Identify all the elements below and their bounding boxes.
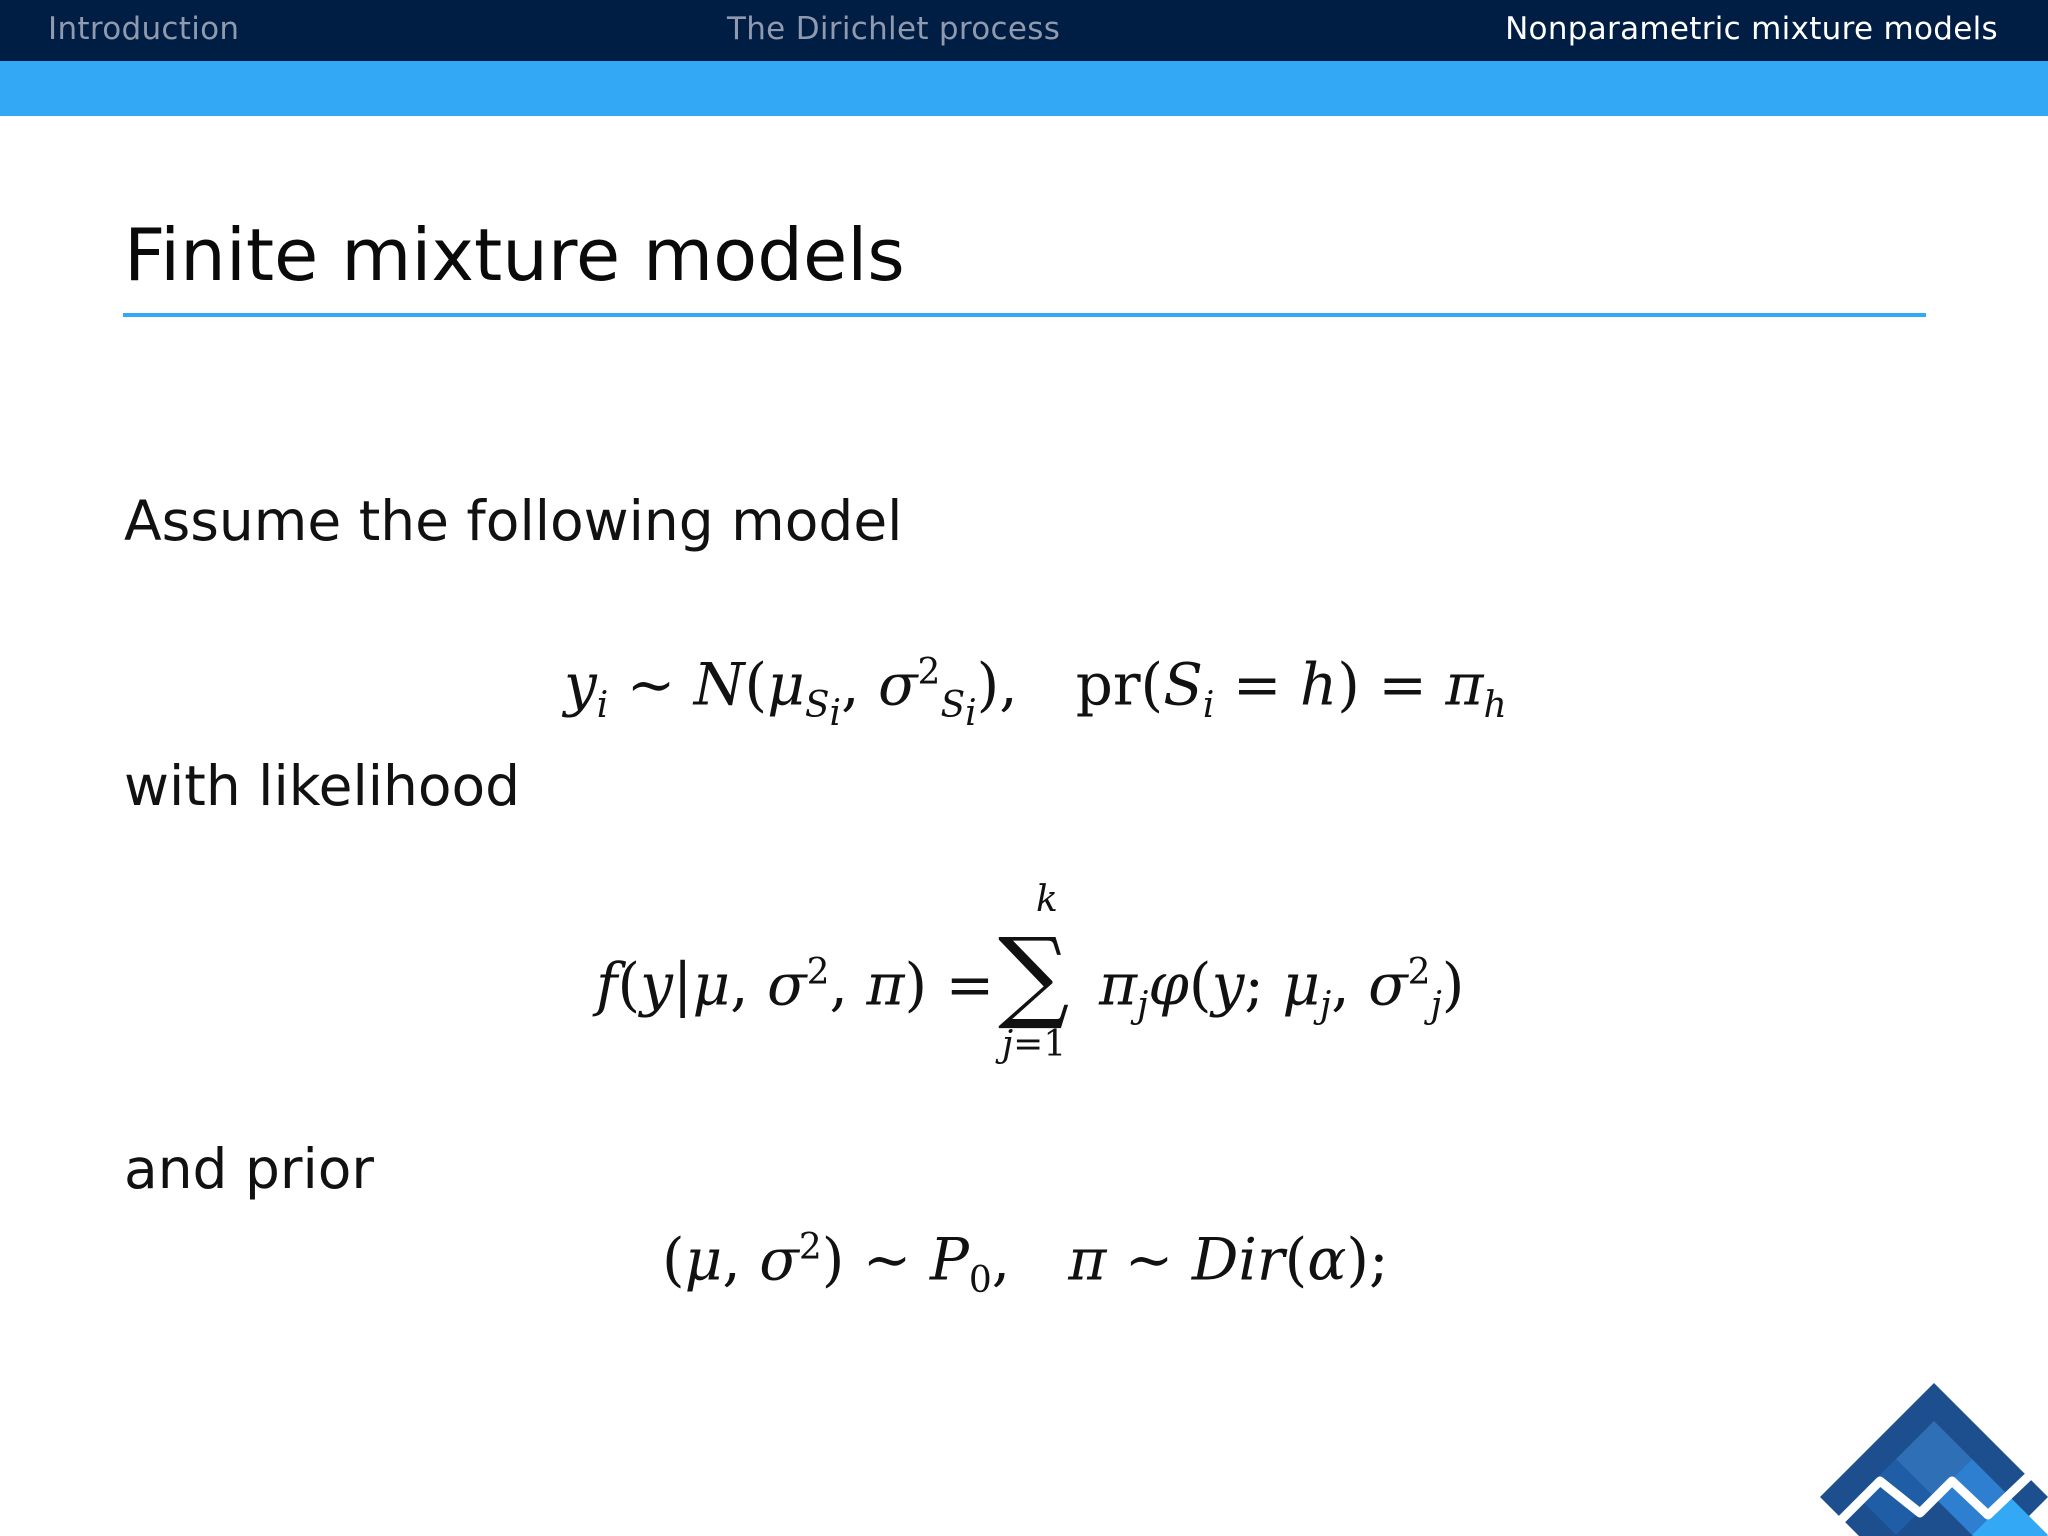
text-likelihood-intro: with likelihood — [124, 754, 521, 818]
slide-title: Finite mixture models — [124, 213, 905, 297]
section-navigation-bar — [0, 0, 2048, 61]
nav-section-introduction[interactable]: Introduction — [48, 11, 240, 47]
text-prior-intro: and prior — [124, 1137, 375, 1201]
equation-model: $y_i$ ∼ $N(\mu_{S_i}$, $\sigma^2_{S_i}$), $pr(S_i = h) = \pi_h$ — [564, 650, 1507, 735]
title-underline — [123, 313, 1926, 317]
nav-section-nonparametric-mixture-models[interactable]: Nonparametric mixture models — [1505, 11, 1998, 47]
mountain-diamond-logo-icon — [1820, 1383, 2048, 1536]
text-model-intro: Assume the following model — [124, 489, 903, 553]
equation-prior: (μ, $\sigma^2$) ∼ $P_0$, π ∼ Dir(α); — [662, 1225, 1389, 1301]
nav-section-dirichlet-process[interactable]: The Dirichlet process — [727, 11, 1061, 47]
accent-bar — [0, 61, 2048, 116]
